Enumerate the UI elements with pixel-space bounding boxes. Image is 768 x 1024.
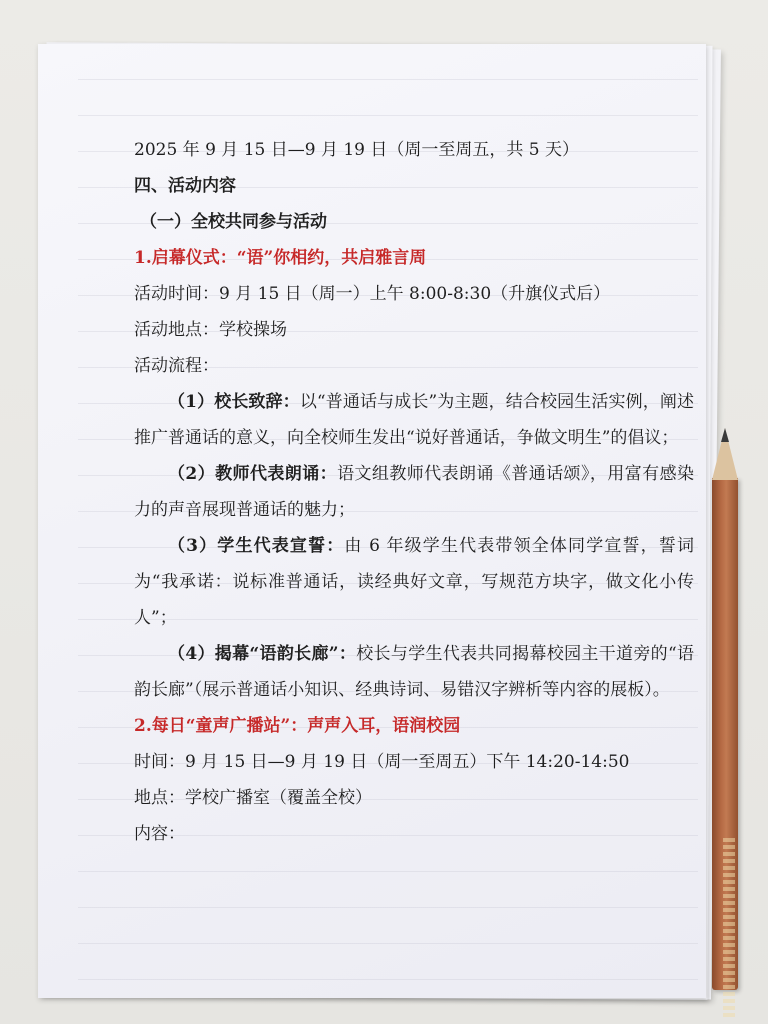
paragraph-lead: （1）校长致辞： bbox=[168, 392, 300, 412]
paragraph-text: 由 6 年级学生代表带领全体同学宣誓，誓词为“我承诺：说标准普通话，读经典好文章，写规范方块字，做文化小传人”； bbox=[134, 536, 694, 628]
document-body bbox=[134, 132, 694, 852]
item2-content: 内容： bbox=[134, 824, 185, 844]
pencil-imprint bbox=[723, 838, 735, 1018]
section-heading-4: 四、活动内容 bbox=[134, 176, 236, 196]
paragraph-text: 以“普通话与成长”为主题，结合校园生活实例，阐述推广普通话的意义，向全校师生发出“说好普通话，争做文明生”的倡议； bbox=[134, 392, 694, 448]
item1-title: 1.启幕仪式：“语”你相约，共启雅言周 bbox=[134, 248, 427, 268]
paragraph-lead: （3）学生代表宣誓： bbox=[168, 536, 345, 556]
pencil-lead bbox=[721, 428, 729, 442]
paragraph-unveiling bbox=[134, 636, 694, 708]
paragraph-lead: （2）教师代表朗诵： bbox=[168, 464, 338, 484]
paragraph-lead: （4）揭幕“语韵长廊”： bbox=[168, 644, 357, 664]
item2-title: 2.每日“童声广播站”：声声入耳，语润校园 bbox=[134, 716, 461, 736]
item2-place: 地点：学校广播室（覆盖全校） bbox=[134, 788, 372, 808]
item1-place: 活动地点：学校操场 bbox=[134, 320, 287, 340]
paper-sheet bbox=[38, 44, 706, 998]
paragraph-principal-speech bbox=[134, 384, 694, 456]
pencil-icon bbox=[708, 428, 742, 994]
paragraph-student-oath bbox=[134, 528, 694, 636]
subsection-heading-1: （一）全校共同参与活动 bbox=[140, 212, 327, 232]
paragraph-text: 语文组教师代表朗诵《普通话颂》，用富有感染力的声音展现普通话的魅力； bbox=[134, 464, 694, 520]
paragraph-text: 校长与学生代表共同揭幕校园主干道旁的“语韵长廊”（展示普通话小知识、经典诗词、易错汉字辨析等内容的展板）。 bbox=[134, 644, 694, 700]
pencil-body bbox=[712, 478, 738, 990]
item1-flow: 活动流程： bbox=[134, 356, 219, 376]
paragraph-teacher-recital bbox=[134, 456, 694, 528]
item1-time: 活动时间：9 月 15 日（周一）上午 8:00-8:30（升旗仪式后） bbox=[134, 284, 611, 304]
date-line: 2025 年 9 月 15 日—9 月 19 日（周一至周五，共 5 天） bbox=[134, 140, 580, 160]
item2-time: 时间：9 月 15 日—9 月 19 日（周一至周五）下午 14:20-14:50 bbox=[134, 752, 630, 772]
